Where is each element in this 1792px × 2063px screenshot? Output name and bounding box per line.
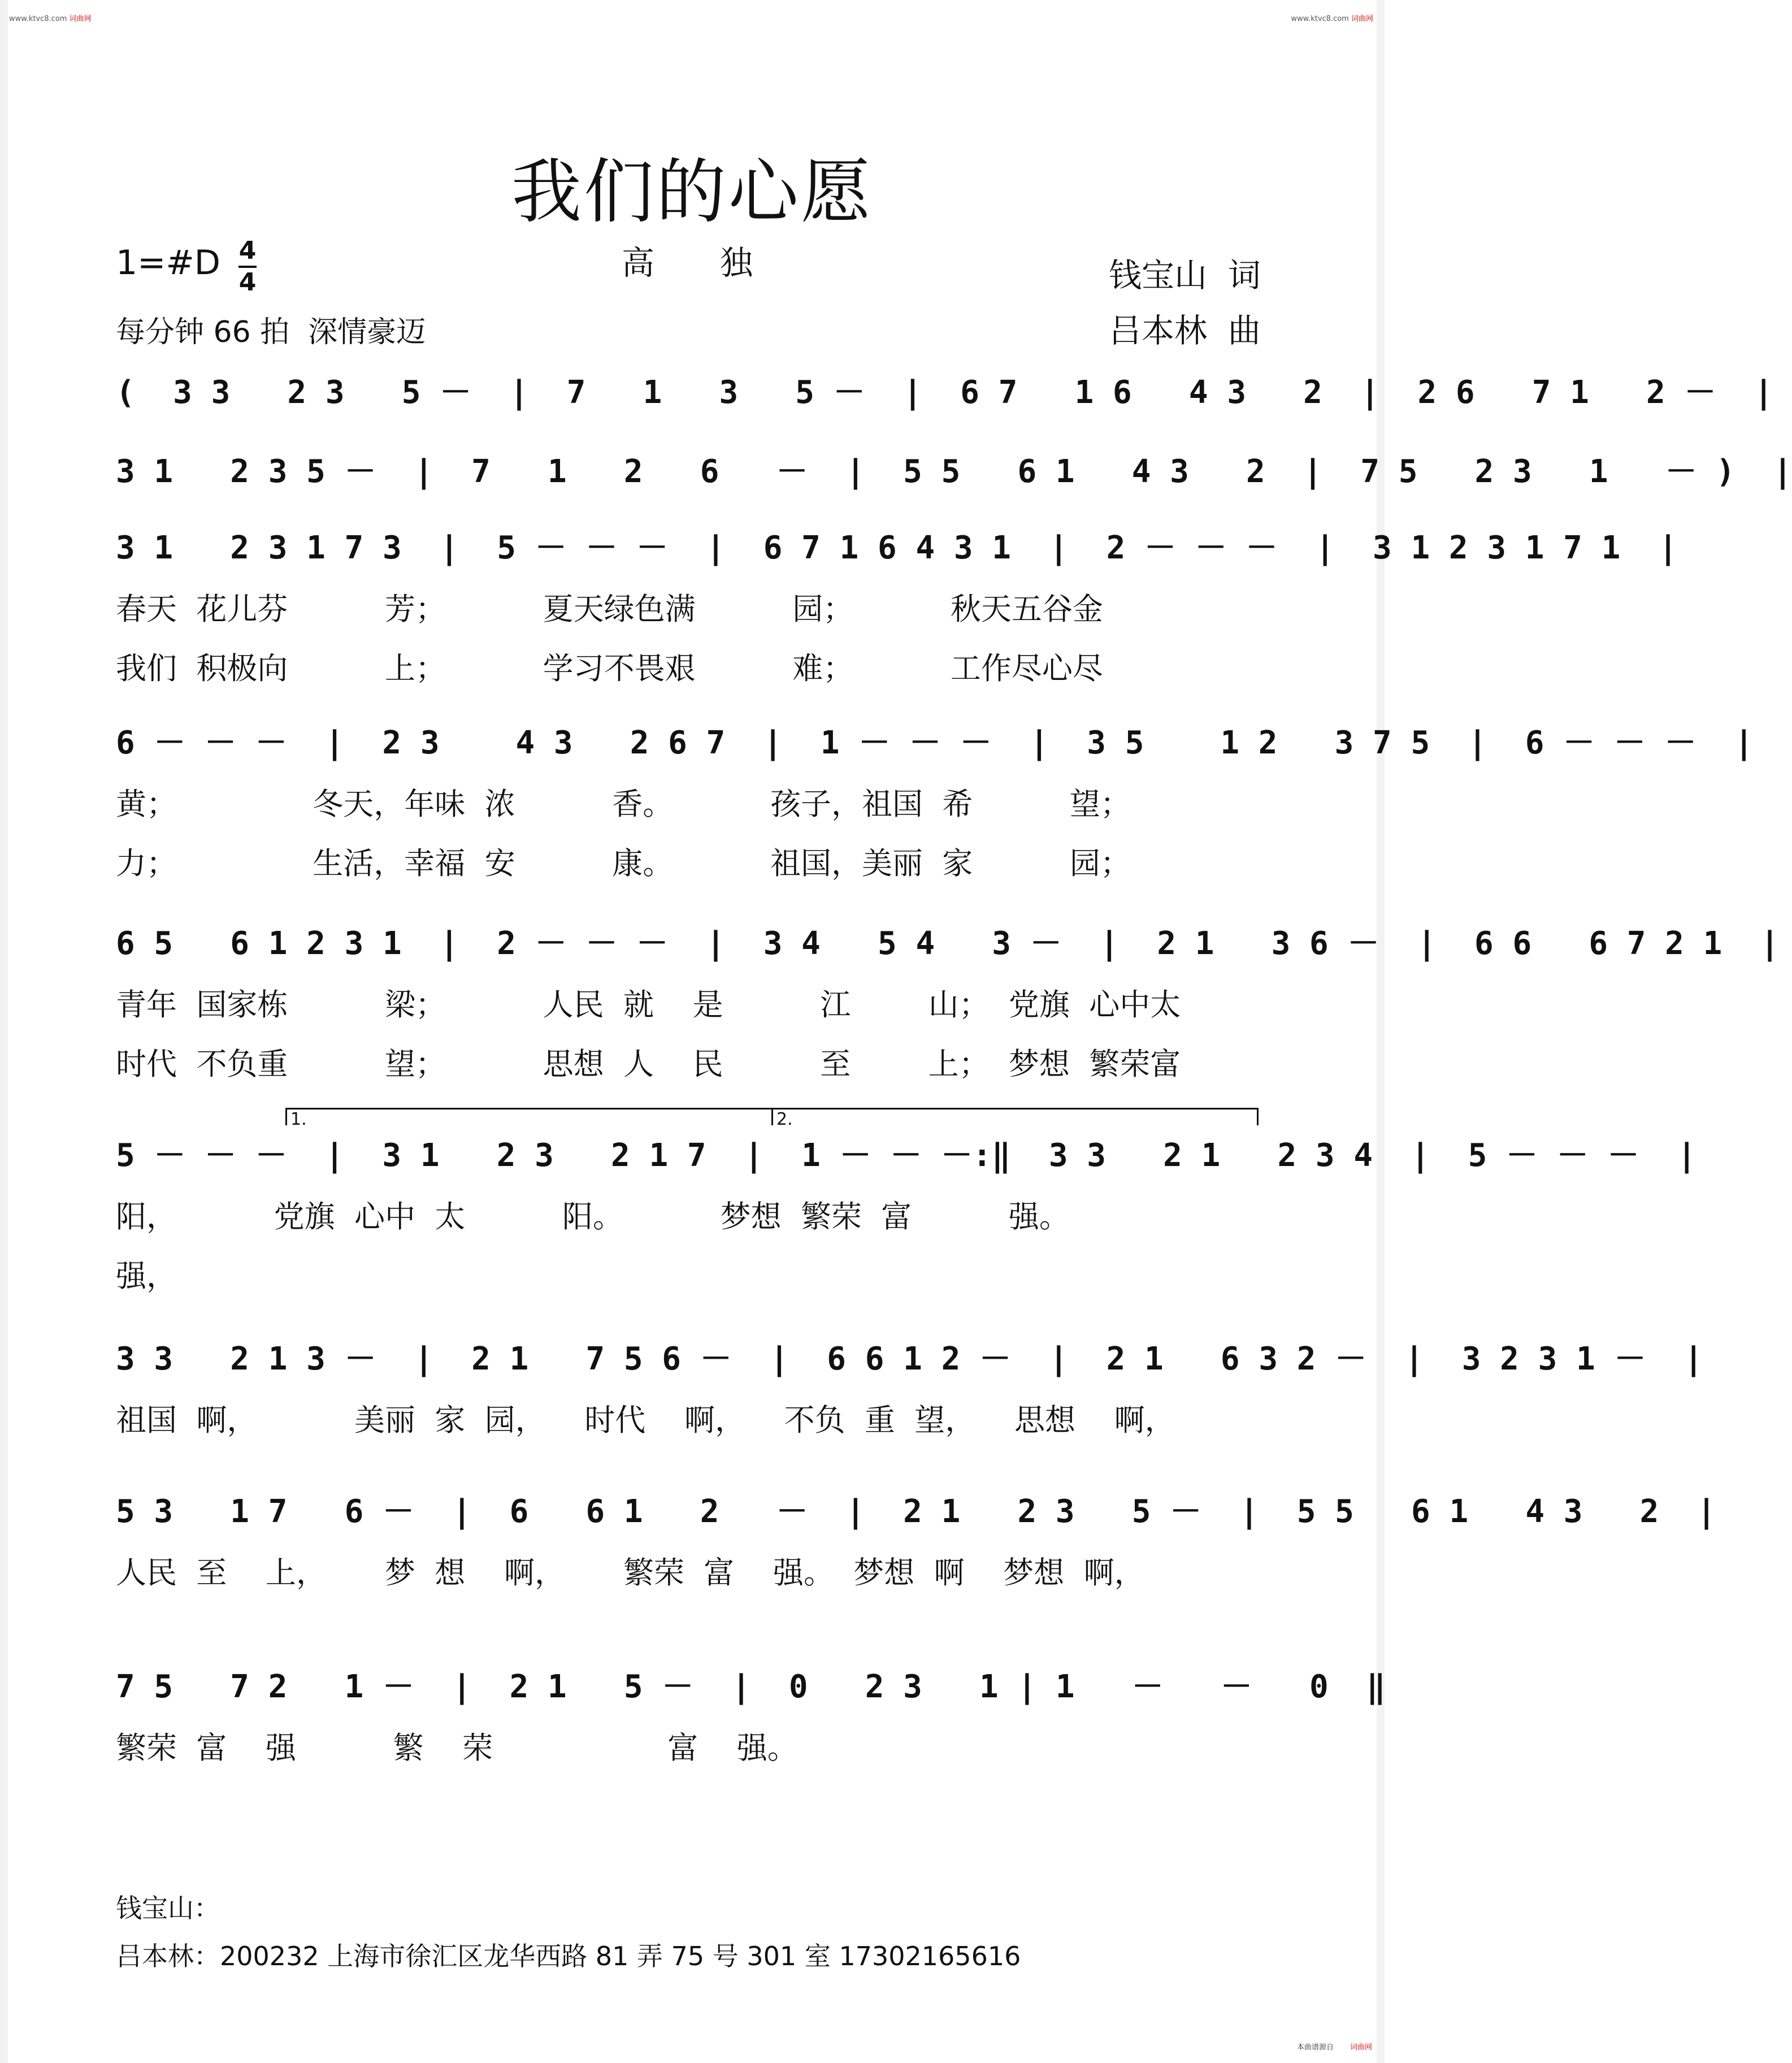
lyric-verse-2: 时代 不负重 望； 思想 人 民 至 上； 梦想 繁荣富 [116, 1046, 1181, 1082]
time-denominator: 4 [238, 268, 257, 297]
lyric-line: 祖国 啊， 美丽 家 园， 时代 啊， 不负 重 望， 思想 啊， [116, 1402, 1175, 1438]
time-numerator: 4 [238, 236, 257, 265]
source-brand-link[interactable]: 词曲网 [1350, 2043, 1372, 2052]
score-system-7 [116, 1334, 1703, 1447]
lyric-verse-1: 青年 国家栋 梁； 人民 就 是 江 山； 党旗 心中太 [116, 987, 1181, 1022]
notation-line: 5 － － － | 3 1 2 3 2 1 7 | 1 － － －:‖ 3 3 2 1 2 3 4 | 5 － － － | [116, 1137, 1696, 1174]
notation-line: 6 5 6 1 2 3 1 | 2 － － － | 3 4 5 4 3 － | 2 1 3 6 － | 6 6 6 7 2 1 | [116, 925, 1780, 962]
notation-line: ( 3 3 2 3 5 － | 7 1 3 5 － | 6 7 1 6 4 3 2 | 2 6 7 1 2 － | [116, 374, 1773, 411]
lyric-line: 人民 至 上， 梦 想 啊， 繁荣 富 强。 梦想 啊 梦想 啊， [116, 1555, 1145, 1590]
notation-line: 3 1 2 3 1 7 3 | 5 － － － | 6 7 1 6 4 3 1 | 2 － － － | 3 1 2 3 1 7 1 | [116, 530, 1678, 566]
lyric-verse-1: 阳， 党旗 心中 太 阳。 梦想 繁荣 富 强。 [116, 1199, 1070, 1234]
notation-line: 7 5 7 2 1 － | 2 1 5 － | 0 2 3 1 | 1 － － 0 ‖ [116, 1668, 1386, 1705]
score-system-4 [116, 718, 1754, 887]
score-system-2 [116, 447, 1792, 503]
lyric-verse-2: 强， [116, 1258, 177, 1294]
site-url-right[interactable]: www.ktvc8.com 词曲网 [1291, 15, 1373, 23]
lyric-line: 繁荣 富 强 繁 荣 富 强。 [116, 1730, 798, 1766]
score-system-9 [116, 1662, 1386, 1775]
notation-line: 6 － － － | 2 3 4 3 2 6 7 | 1 － － － | 3 5 1 2 3 7 5 | 6 － － － | [116, 725, 1754, 761]
composer-credit: 吕本林 曲 [1109, 311, 1261, 350]
voice-type: 高 独 [622, 244, 753, 282]
left-edge-strip [0, 0, 8, 2063]
lyric-verse-2: 我们 积极向 上； 学习不畏艰 难； 工作尽心尽 [116, 651, 1103, 686]
source-label: 本曲谱源自 [1296, 2043, 1334, 2052]
tempo-marking: 每分钟 66 拍 深情豪迈 [116, 315, 426, 349]
score-system-5 [116, 918, 1780, 1088]
notation-line: 3 1 2 3 5 － | 7 1 2 6 － | 5 5 6 1 4 3 2 | 7 5 2 3 1 － ) | [116, 453, 1792, 490]
score-system-1 [116, 367, 1773, 424]
lyric-verse-1: 黄； 冬天，年味 浓 香。 孩子，祖国 希 望； [116, 786, 1131, 822]
score-system-8 [116, 1486, 1716, 1600]
footer-contact-2: 吕本林：200232 上海市徐汇区龙华西路 81 弄 75 号 301 室 17302165616 [116, 1941, 1021, 1971]
lyric-verse-2: 力； 生活，幸福 安 康。 祖国，美丽 家 园； [116, 846, 1131, 881]
notation-line: 5 3 1 7 6 － | 6 6 1 2 － | 2 1 2 3 5 － | 5 5 6 1 4 3 2 | [116, 1493, 1716, 1530]
right-edge-strip [1377, 0, 1385, 2063]
volta-bracket-1: 1. [285, 1108, 878, 1125]
time-signature [236, 236, 259, 297]
lyricist-credit: 钱宝山 词 [1109, 256, 1261, 294]
score-system-6 [116, 1108, 1696, 1300]
lyric-verse-1: 春天 花儿芬 芳； 夏天绿色满 园； 秋天五谷金 [116, 591, 1103, 627]
song-title: 我们的心愿 [511, 151, 873, 233]
notation-line: 3 3 2 1 3 － | 2 1 7 5 6 － | 6 6 1 2 － | 2 1 6 3 2 － | 3 2 3 1 － | [116, 1341, 1703, 1377]
volta-bracket-2: 2. [771, 1108, 1259, 1125]
footer-contact-1: 钱宝山： [116, 1893, 220, 1923]
key-signature: 1=#D [116, 243, 220, 283]
score-system-3 [116, 523, 1678, 692]
site-url-left[interactable]: www.ktvc8.com 词曲网 [9, 15, 92, 23]
